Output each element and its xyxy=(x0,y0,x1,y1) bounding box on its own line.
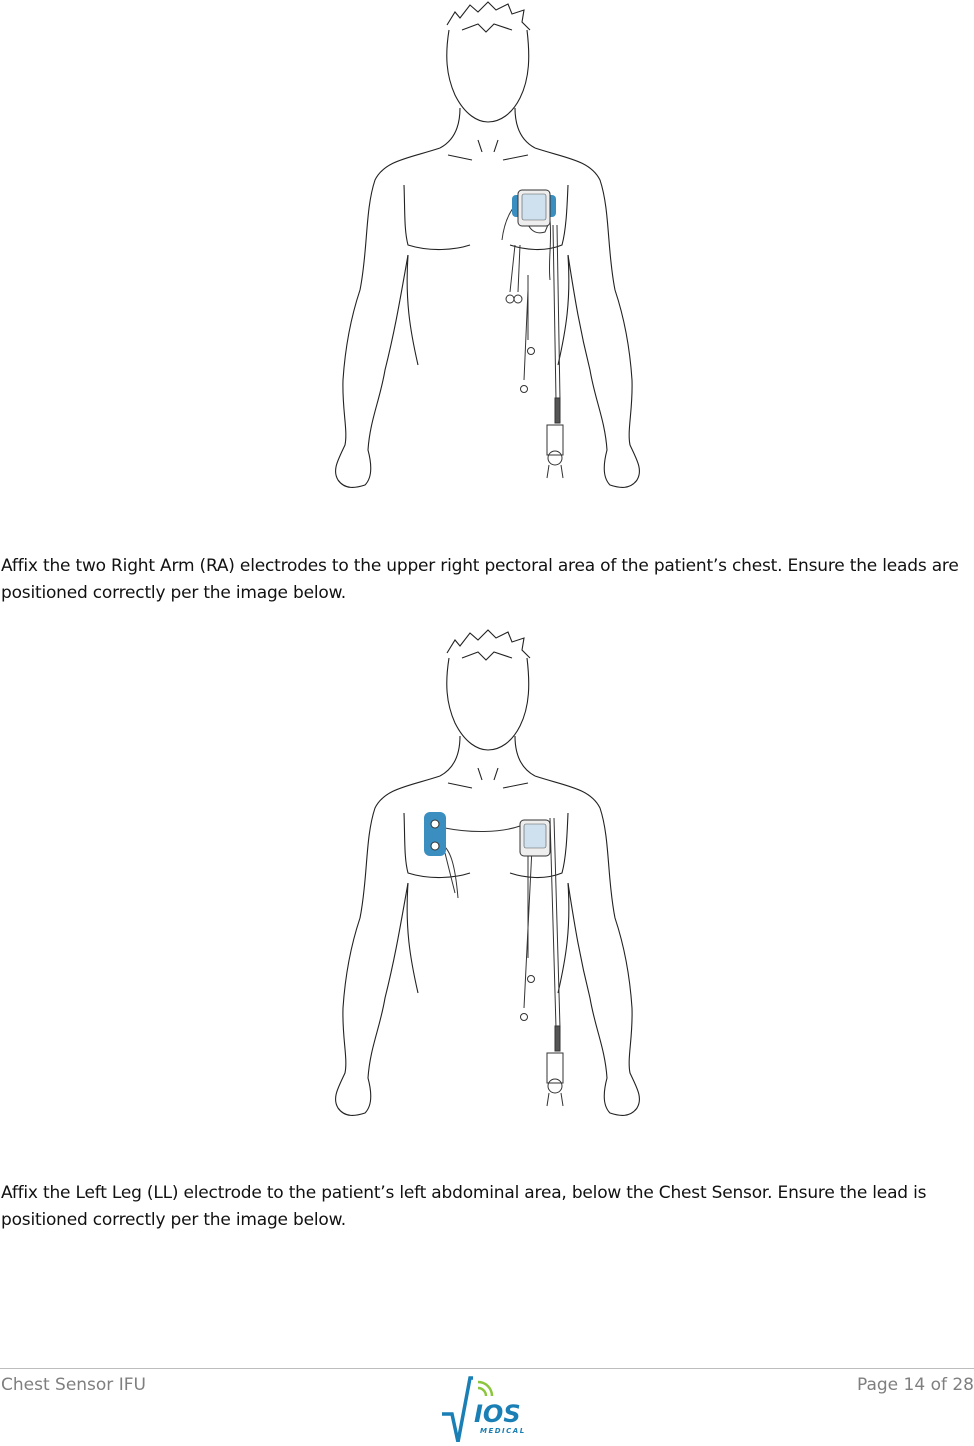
instruction-ll-electrode: Affix the Left Leg (LL) electrode to the patient’s left abdominal area, below the Chest Sensor. Ensure the lead is positioned correctly per the image below. xyxy=(1,1183,927,1230)
svg-text:MEDICAL: MEDICAL xyxy=(480,1427,526,1435)
footer-page-number: Page 14 of 28 xyxy=(856,1375,974,1395)
vios-medical-logo xyxy=(438,1376,538,1442)
figure-sensor-placement xyxy=(0,0,974,500)
svg-text:IOS: IOS xyxy=(474,1400,521,1428)
figure-ra-electrode-placement xyxy=(0,628,974,1128)
footer-document-title: Chest Sensor IFU xyxy=(1,1375,146,1395)
instruction-ra-electrodes: Affix the two Right Arm (RA) electrodes to the upper right pectoral area of the patient’s chest. Ensure the leads are positioned correctly per the image below. xyxy=(1,556,959,603)
footer-divider xyxy=(0,1368,974,1369)
